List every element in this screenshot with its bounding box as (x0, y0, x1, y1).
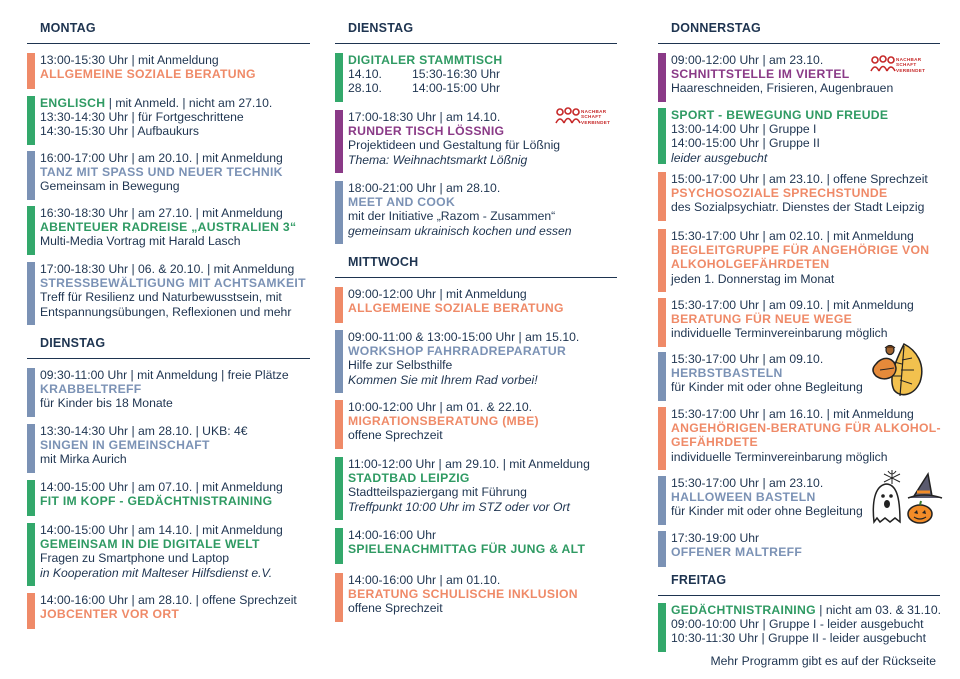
event-desc: jeden 1. Donnerstag im Monat (671, 271, 835, 286)
event-title: SPORT - BEWEGUNG UND FREUDE (671, 108, 889, 122)
day-heading-mittwoch: MITTWOCH (335, 255, 617, 278)
event-time: 10:30-11:30 Uhr | Gruppe II - leider ausgebucht (671, 631, 926, 646)
logo-text: NACHBAR SCHAFT VERBINDET (581, 109, 611, 125)
event-time: 18:00-21:00 Uhr | am 28.10. (348, 181, 501, 195)
event-allgemeine-soziale-beratung (27, 53, 310, 89)
event-title: KRABBELTREFF (40, 382, 142, 397)
event-migrationsberatung (335, 400, 617, 449)
event-note: Thema: Weihnachtsmarkt Lößnig (348, 152, 528, 167)
event-schulische-inklusion (335, 573, 617, 622)
event-title: JOBCENTER VOR ORT (40, 607, 180, 622)
event-desc: Multi-Media Vortrag mit Harald Lasch (40, 234, 241, 249)
event-begleitgruppe (658, 229, 940, 292)
event-title: SINGEN IN GEMEINSCHAFT (40, 438, 210, 453)
footer-note: Mehr Programm gibt es auf der Rückseite (710, 654, 936, 668)
event-digitale-welt (27, 523, 310, 586)
event-time: 15:30-17:00 Uhr | am 09.10. (671, 352, 824, 366)
event-desc: Projektideen und Gestaltung für Lößnig (348, 138, 561, 153)
day-heading-dienstag: DIENSTAG (335, 21, 617, 44)
event-fahrradreparatur (335, 330, 617, 393)
event-desc: individuelle Terminvereinbarung möglich (671, 449, 888, 464)
autumn-leaves-icon (870, 340, 932, 402)
event-title: MEET AND COOK (348, 195, 456, 210)
event-desc: Treff für Resilienz und Naturbewusstsein, mit (40, 290, 282, 305)
event-time: 14:00-16:00 Uhr | am 01.10. (348, 573, 501, 587)
event-desc: für Kinder mit oder ohne Begleitung (671, 380, 863, 395)
event-time: 13:30-14:30 Uhr | am 28.10. | UKB: 4€ (40, 424, 248, 438)
event-title: TANZ MIT SPASS UND NEUER TECHNIK (40, 165, 283, 180)
people-icon (870, 54, 896, 76)
event-time: 16:00-17:00 Uhr | am 20.10. | mit Anmeldung (40, 151, 283, 165)
event-title: RUNDER TISCH LÖSSNIG (348, 124, 505, 139)
event-time: 17:00-18:30 Uhr | 06. & 20.10. | mit Anmeldung (40, 262, 295, 276)
event-time: 14:00-16:00 Uhr | am 28.10. | offene Sprechzeit (40, 593, 297, 607)
event-desc: mit der Initiative „Razom - Zusammen“ (348, 209, 556, 224)
event-time: 13:30-14:30 Uhr | für Fortgeschrittene (40, 110, 244, 125)
event-time: 09:00-11:00 & 13:00-15:00 Uhr | am 15.10. (348, 330, 580, 344)
event-krabbeltreff (27, 368, 310, 417)
event-time: 16:30-18:30 Uhr | am 27.10. | mit Anmeldung (40, 206, 283, 220)
event-time: 09:00-12:00 Uhr | mit Anmeldung (348, 287, 527, 301)
event-time: 17:30-19:00 Uhr (671, 531, 760, 545)
event-gedaechtnistraining (658, 603, 940, 652)
people-icon (555, 106, 581, 128)
event-singen (27, 424, 310, 473)
day-heading-dienstag: DIENSTAG (27, 336, 310, 359)
event-title: DIGITALER STAMMTISCH (348, 53, 503, 67)
event-jobcenter (27, 593, 310, 629)
event-title: STRESSBEWÄLTIGUNG MIT ACHTSAMKEIT (40, 276, 306, 291)
event-title: BERATUNG SCHULISCHE INKLUSION (348, 587, 578, 602)
event-time: 14:00-16:00 Uhr (348, 528, 437, 542)
event-title: HERBSTBASTELN (671, 366, 783, 381)
event-time: 09:00-10:00 Uhr | Gruppe I - leider ausgebucht (671, 617, 924, 632)
nachbarschaft-verbindet-logo (555, 106, 617, 136)
event-info: | nicht am 03. & 31.10. (815, 603, 942, 617)
event-date-row: 28.10. 14:00-15:00 Uhr (348, 81, 501, 96)
event-title-cont: GEFÄHRDETE (671, 435, 758, 450)
event-desc: offene Sprechzeit (348, 428, 443, 443)
event-time: 15:30-17:00 Uhr | am 23.10. (671, 476, 824, 490)
nachbarschaft-verbindet-logo (870, 54, 932, 84)
event-info: | mit Anmeld. | nicht am 27.10. (105, 96, 273, 110)
event-title: BEGLEITGRUPPE FÜR ANGEHÖRIGE VON (671, 243, 930, 258)
halloween-icon (870, 468, 950, 524)
event-title: SPIELENACHMITTAG FÜR JUNG & ALT (348, 542, 586, 557)
event-allgemeine-soziale-beratung (335, 287, 617, 323)
event-fit-im-kopf (27, 480, 310, 516)
event-title: FIT IM KOPF - GEDÄCHTNISTRAINING (40, 494, 273, 509)
event-note: in Kooperation mit Malteser Hilfsdienst e.V. (40, 565, 273, 580)
event-title: PSYCHOSOZIALE SPRECHSTUNDE (671, 186, 888, 201)
event-time: 15:30-17:00 Uhr | am 16.10. | mit Anmeldung (671, 407, 914, 421)
event-title: GEDÄCHTNISTRAINING (671, 603, 816, 617)
event-time: 15:30-17:00 Uhr | am 09.10. | mit Anmeldung (671, 298, 914, 312)
event-tanz (27, 151, 310, 200)
event-note: Kommen Sie mit Ihrem Rad vorbei! (348, 372, 538, 387)
event-time: 13:00-14:00 Uhr | Gruppe I (671, 122, 817, 137)
event-desc: für Kinder bis 18 Monate (40, 396, 173, 411)
event-desc: mit Mirka Aurich (40, 452, 127, 467)
event-title: BERATUNG FÜR NEUE WEGE (671, 312, 853, 327)
event-title: ALLGEMEINE SOZIALE BERATUNG (348, 301, 564, 316)
event-desc: Stadtteilspaziergang mit Führung (348, 485, 527, 500)
event-offener-maltreff (658, 531, 940, 567)
event-title: OFFENER MALTREFF (671, 545, 803, 560)
event-desc: für Kinder mit oder ohne Begleitung (671, 504, 863, 519)
event-desc: Fragen zu Smartphone und Laptop (40, 551, 230, 566)
event-note: gemeinsam ukrainisch kochen und essen (348, 223, 572, 238)
event-time: 14:00-15:00 Uhr | Gruppe II (671, 136, 820, 151)
event-time: 15:30-17:00 Uhr | am 02.10. | mit Anmeldung (671, 229, 914, 243)
event-title: ANGEHÖRIGEN-BERATUNG FÜR ALKOHOL- (671, 421, 941, 436)
event-time: 13:00-15:30 Uhr | mit Anmeldung (40, 53, 219, 67)
event-time: 14:00-15:00 Uhr | am 14.10. | mit Anmeldung (40, 523, 283, 537)
event-title: MIGRATIONSBERATUNG (MBE) (348, 414, 539, 429)
event-desc: Haareschneiden, Frisieren, Augenbrauen (671, 81, 894, 96)
event-time: 09:00-12:00 Uhr | am 23.10. (671, 53, 824, 67)
event-title: HALLOWEEN BASTELN (671, 490, 816, 505)
event-title-cont: ALKOHOLGEFÄHRDETEN (671, 257, 830, 272)
event-time: 11:00-12:00 Uhr | am 29.10. | mit Anmeldung (348, 457, 590, 471)
event-time: 17:00-18:30 Uhr | am 14.10. (348, 110, 501, 124)
event-desc: des Sozialpsychiatr. Dienstes der Stadt Leipzig (671, 200, 925, 215)
event-desc: offene Sprechzeit (348, 601, 443, 616)
day-heading-freitag: FREITAG (658, 573, 940, 596)
event-stadtbad (335, 457, 617, 520)
event-time: 14:30-15:30 Uhr | Aufbaukurs (40, 124, 199, 139)
event-title: GEMEINSAM IN DIE DIGITALE WELT (40, 537, 260, 552)
event-desc: Gemeinsam in Bewegung (40, 179, 180, 194)
event-sport (658, 108, 940, 164)
event-time: 15:00-17:00 Uhr | am 23.10. | offene Sprechzeit (671, 172, 928, 186)
event-title: ABENTEUER RADREISE „AUSTRALIEN 3“ (40, 220, 297, 235)
event-title: ENGLISCH (40, 96, 106, 110)
event-desc: Entspannungsübungen, Reflexionen und mehr (40, 304, 292, 319)
event-title: STADTBAD LEIPZIG (348, 471, 470, 486)
event-abenteuer-radreise (27, 206, 310, 255)
event-title: WORKSHOP FAHRRADREPARATUR (348, 344, 567, 359)
event-angehoerigen-beratung (658, 407, 940, 470)
event-digitaler-stammtisch (335, 53, 617, 102)
event-date-row: 14.10. 15:30-16:30 Uhr (348, 67, 501, 82)
day-heading-donnerstag: DONNERSTAG (658, 21, 940, 44)
event-spielenachmittag (335, 528, 617, 564)
event-time: 10:00-12:00 Uhr | am 01. & 22.10. (348, 400, 533, 414)
event-note: Treffpunkt 10:00 Uhr im STZ oder vor Ort (348, 499, 570, 514)
event-meet-and-cook (335, 181, 617, 244)
event-title: ALLGEMEINE SOZIALE BERATUNG (40, 67, 256, 82)
event-stressbewaeltigung (27, 262, 310, 325)
logo-text: NACHBAR SCHAFT VERBINDET (896, 57, 926, 73)
event-time: 09:30-11:00 Uhr | mit Anmeldung | freie Plätze (40, 368, 289, 382)
event-desc: Hilfe zur Selbsthilfe (348, 358, 453, 373)
event-title: SCHNITTSTELLE IM VIERTEL (671, 67, 850, 82)
event-psychosoziale-sprechstunde (658, 172, 940, 221)
event-desc: individuelle Terminvereinbarung möglich (671, 326, 888, 341)
day-heading-montag: MONTAG (27, 21, 310, 44)
event-note: leider ausgebucht (671, 150, 768, 165)
event-time: 14:00-15:00 Uhr | am 07.10. | mit Anmeldung (40, 480, 283, 494)
event-englisch (27, 96, 310, 145)
